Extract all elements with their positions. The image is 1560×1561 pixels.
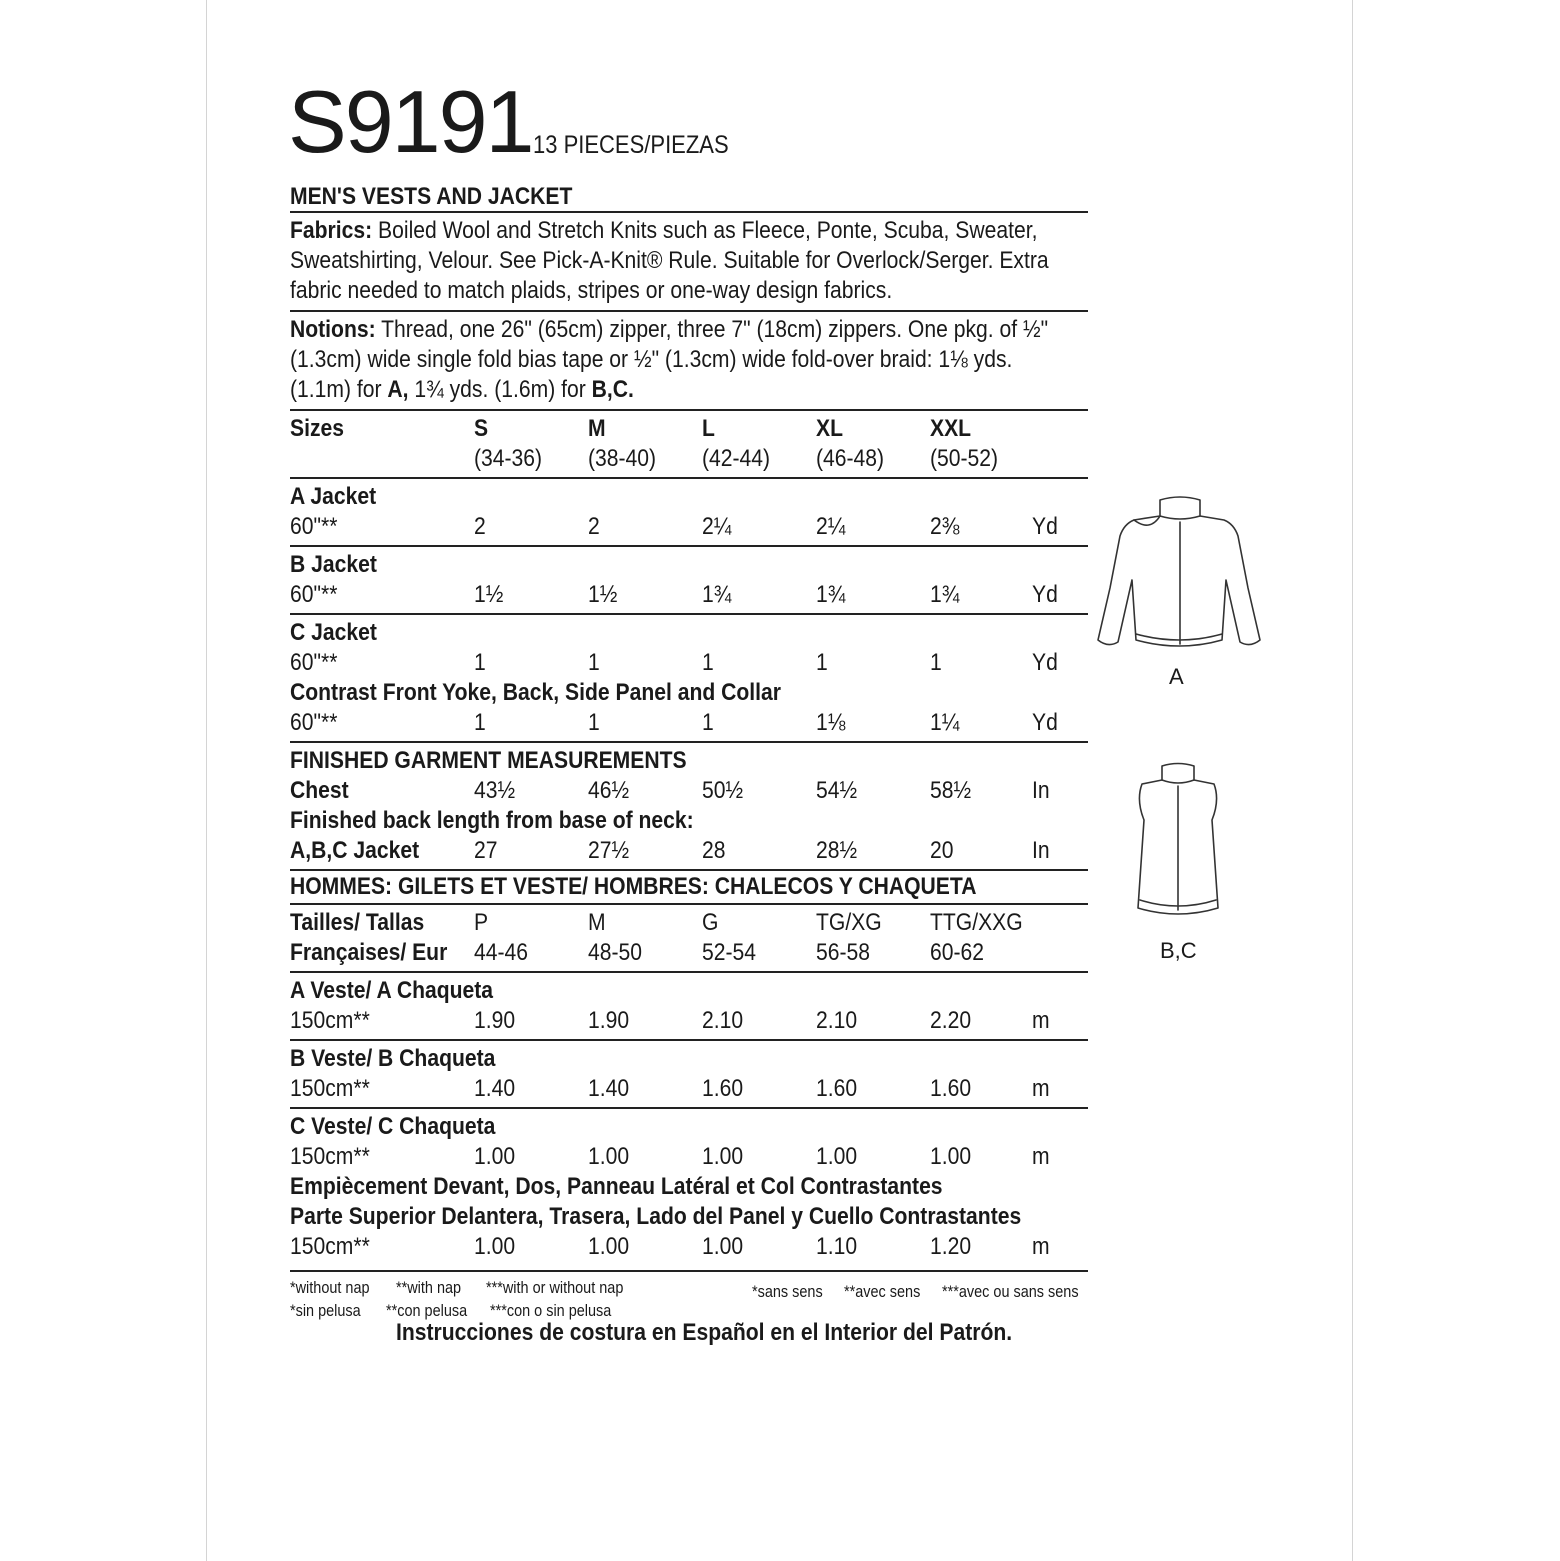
yardage-value: 1.00 bbox=[702, 1143, 744, 1170]
page-border-left bbox=[206, 0, 207, 1561]
yardage-unit: m bbox=[1032, 1075, 1050, 1102]
yardage-value: 1.40 bbox=[588, 1075, 630, 1102]
pattern-number: S9191 bbox=[288, 72, 533, 171]
yardage-value: 1.00 bbox=[474, 1233, 516, 1260]
view-bc-label: B,C bbox=[1160, 938, 1197, 963]
chest-row bbox=[290, 776, 1088, 806]
fabric-width: 60"** bbox=[290, 513, 338, 540]
measurement-value: 46½ bbox=[588, 777, 630, 804]
measurement-value: 28 bbox=[702, 837, 726, 864]
yardage-value: 1.00 bbox=[702, 1233, 744, 1260]
intl-ranges-label: Françaises/ Eur bbox=[290, 939, 448, 966]
notions-text-1: Thread, one 26" (65cm) zipper, three 7" (18cm) zippers. One pkg. of ½" bbox=[381, 316, 1049, 343]
yardage-value: 1.00 bbox=[588, 1233, 630, 1260]
size-range: 44-46 bbox=[474, 939, 529, 966]
yardage-value: 1 bbox=[474, 649, 486, 676]
view-name: C Jacket bbox=[290, 619, 377, 646]
yardage-value: 2.20 bbox=[930, 1007, 972, 1034]
yardage-value: 2¼ bbox=[816, 513, 846, 540]
footnote: *sin pelusa bbox=[290, 1301, 361, 1320]
fabric-width: 150cm** bbox=[290, 1233, 370, 1260]
intl-sizes-row bbox=[290, 908, 1088, 938]
yardage-value: 1 bbox=[588, 649, 600, 676]
notions-label: Notions: bbox=[290, 316, 376, 343]
size-name: L bbox=[702, 415, 715, 442]
yardage-value: 1½ bbox=[588, 581, 618, 608]
yardage-value: 1.60 bbox=[702, 1075, 744, 1102]
footnote: **avec sens bbox=[844, 1282, 921, 1301]
fabrics-section bbox=[290, 213, 1088, 312]
fabric-width: 150cm** bbox=[290, 1075, 370, 1102]
yardage-unit: Yd bbox=[1032, 513, 1058, 540]
yardage-row bbox=[290, 512, 1088, 542]
sizes-row bbox=[290, 414, 1088, 444]
size-range: 60-62 bbox=[930, 939, 985, 966]
yardage-value: 1.90 bbox=[588, 1007, 630, 1034]
footnote: ***avec ou sans sens bbox=[942, 1282, 1079, 1301]
pattern-title: MEN'S VESTS AND JACKET bbox=[290, 182, 1088, 213]
notions-section bbox=[290, 312, 1088, 411]
yardage-unit: Yd bbox=[1032, 649, 1058, 676]
size-name: TG/XG bbox=[816, 909, 882, 936]
fabric-width: 60"** bbox=[290, 709, 338, 736]
footnote: **con pelusa bbox=[386, 1301, 468, 1320]
footnote: ***with or without nap bbox=[486, 1278, 624, 1297]
contrast-name-es: Parte Superior Delantera, Trasera, Lado del Panel y Cuello Contrastantes bbox=[290, 1203, 1022, 1230]
footnote: *sans sens bbox=[752, 1282, 823, 1301]
measurement-value: 58½ bbox=[930, 777, 972, 804]
view-name: B Veste/ B Chaqueta bbox=[290, 1045, 496, 1072]
yardage-value: 1.10 bbox=[816, 1233, 858, 1260]
notions-text-2: (1.3cm) wide single fold bias tape or ½" (1.3cm) wide fold-over braid: 1⅛ yds. bbox=[290, 346, 1013, 373]
footnote: ***con o sin pelusa bbox=[490, 1301, 612, 1320]
measurement-value: 54½ bbox=[816, 777, 858, 804]
yardage-unit: m bbox=[1032, 1143, 1050, 1170]
view-name: B Jacket bbox=[290, 551, 377, 578]
finished-heading: FINISHED GARMENT MEASUREMENTS bbox=[290, 747, 687, 774]
size-name: S bbox=[474, 415, 489, 442]
yardage-row bbox=[290, 708, 1088, 738]
size-name: M bbox=[588, 909, 606, 936]
yardage-row bbox=[290, 1006, 1088, 1036]
yardage-value: 1.60 bbox=[930, 1075, 972, 1102]
size-name: P bbox=[474, 909, 489, 936]
yardage-c-veste bbox=[290, 1109, 1088, 1272]
jacket-a-sketch bbox=[1094, 492, 1266, 658]
yardage-value: 1¾ bbox=[930, 581, 960, 608]
yardage-value: 1.20 bbox=[930, 1233, 972, 1260]
size-range: (50-52) bbox=[930, 445, 999, 472]
yardage-value: 1.60 bbox=[816, 1075, 858, 1102]
measurement-value: 43½ bbox=[474, 777, 516, 804]
sizes-section bbox=[290, 411, 1088, 479]
yardage-value: 1.00 bbox=[930, 1143, 972, 1170]
intl-sizes-section bbox=[290, 905, 1088, 973]
yardage-value: 1¾ bbox=[702, 581, 732, 608]
view-name: A Jacket bbox=[290, 483, 377, 510]
yardage-b-jacket bbox=[290, 547, 1088, 615]
size-name: XXL bbox=[930, 415, 972, 442]
view-name: A Veste/ A Chaqueta bbox=[290, 977, 494, 1004]
yardage-value: 2 bbox=[474, 513, 486, 540]
size-range: 48-50 bbox=[588, 939, 643, 966]
yardage-c-jacket bbox=[290, 615, 1088, 743]
size-range: (46-48) bbox=[816, 445, 885, 472]
back-length-label: A,B,C Jacket bbox=[290, 837, 420, 864]
yardage-value: 2⅜ bbox=[930, 513, 960, 540]
yardage-row bbox=[290, 1074, 1088, 1104]
size-range: (42-44) bbox=[702, 445, 771, 472]
size-ranges-row bbox=[290, 444, 1088, 474]
measurement-unit: In bbox=[1032, 837, 1050, 864]
size-range: (38-40) bbox=[588, 445, 657, 472]
yardage-value: 2 bbox=[588, 513, 600, 540]
size-range: 56-58 bbox=[816, 939, 871, 966]
yardage-value: 1 bbox=[816, 649, 828, 676]
footnote: *without nap bbox=[290, 1278, 370, 1297]
size-name: G bbox=[702, 909, 719, 936]
measurement-value: 50½ bbox=[702, 777, 744, 804]
yardage-b-veste bbox=[290, 1041, 1088, 1109]
yardage-value: 1.40 bbox=[474, 1075, 516, 1102]
yardage-unit: Yd bbox=[1032, 581, 1058, 608]
chest-label: Chest bbox=[290, 777, 349, 804]
measurement-value: 27 bbox=[474, 837, 498, 864]
intl-sizes-label: Tailles/ Tallas bbox=[290, 909, 425, 936]
yardage-value: 1.00 bbox=[474, 1143, 516, 1170]
size-range: (34-36) bbox=[474, 445, 543, 472]
fabric-width: 150cm** bbox=[290, 1007, 370, 1034]
fabric-width: 150cm** bbox=[290, 1143, 370, 1170]
intl-ranges-row bbox=[290, 938, 1088, 968]
finished-measurements bbox=[290, 743, 1088, 871]
fabrics-text-1: Boiled Wool and Stretch Knits such as Fleece, Ponte, Scuba, Sweater, bbox=[378, 217, 1038, 244]
intl-title-section bbox=[290, 871, 1088, 905]
yardage-value: 1 bbox=[588, 709, 600, 736]
view-name: C Veste/ C Chaqueta bbox=[290, 1113, 496, 1140]
yardage-a-veste bbox=[290, 973, 1088, 1041]
yardage-value: 1⅛ bbox=[816, 709, 846, 736]
fabrics-text-3: fabric needed to match plaids, stripes or one-way design fabrics. bbox=[290, 277, 893, 304]
yardage-row bbox=[290, 648, 1088, 678]
size-name: M bbox=[588, 415, 606, 442]
yardage-value: 2¼ bbox=[702, 513, 732, 540]
yardage-value: 1 bbox=[474, 709, 486, 736]
page-border-right bbox=[1352, 0, 1353, 1561]
yardage-unit: m bbox=[1032, 1233, 1050, 1260]
yardage-value: 1 bbox=[930, 649, 942, 676]
yardage-value: 1¼ bbox=[930, 709, 960, 736]
fabrics-text-2: Sweatshirting, Velour. See Pick-A-Knit® Rule. Suitable for Overlock/Serger. Extra bbox=[290, 247, 1049, 274]
measurement-value: 28½ bbox=[816, 837, 858, 864]
yardage-unit: m bbox=[1032, 1007, 1050, 1034]
fabrics-label: Fabrics: bbox=[290, 217, 373, 244]
contrast-name-fr: Empiècement Devant, Dos, Panneau Latéral et Col Contrastantes bbox=[290, 1173, 943, 1200]
pattern-envelope-back bbox=[290, 182, 1088, 1334]
yardage-unit: Yd bbox=[1032, 709, 1058, 736]
yardage-value: 1½ bbox=[474, 581, 504, 608]
yardage-row bbox=[290, 1142, 1088, 1172]
yardage-value: 1 bbox=[702, 709, 714, 736]
yardage-value: 1 bbox=[702, 649, 714, 676]
yardage-row bbox=[290, 1232, 1088, 1262]
footnote: **with nap bbox=[396, 1278, 462, 1297]
sizes-label: Sizes bbox=[290, 415, 345, 442]
measurement-value: 27½ bbox=[588, 837, 630, 864]
view-a-label: A bbox=[1169, 664, 1184, 689]
yardage-value: 1.00 bbox=[588, 1143, 630, 1170]
vest-bc-sketch bbox=[1128, 760, 1228, 920]
piece-count: 13 PIECES/PIEZAS bbox=[533, 131, 729, 159]
measurement-unit: In bbox=[1032, 777, 1050, 804]
size-name: XL bbox=[816, 415, 843, 442]
yardage-value: 1.90 bbox=[474, 1007, 516, 1034]
yardage-row bbox=[290, 580, 1088, 610]
fabric-width: 60"** bbox=[290, 649, 338, 676]
measurement-value: 20 bbox=[930, 837, 954, 864]
yardage-value: 2.10 bbox=[816, 1007, 858, 1034]
back-length-heading: Finished back length from base of neck: bbox=[290, 807, 694, 834]
size-name: TTG/XXG bbox=[930, 909, 1023, 936]
fabric-width: 60"** bbox=[290, 581, 338, 608]
size-range: 52-54 bbox=[702, 939, 757, 966]
notions-text-3: (1.1m) for A, 1¾ yds. (1.6m) for B,C. bbox=[290, 376, 634, 403]
yardage-value: 2.10 bbox=[702, 1007, 744, 1034]
yardage-value: 1.00 bbox=[816, 1143, 858, 1170]
yardage-a-jacket bbox=[290, 479, 1088, 547]
intl-title: HOMMES: GILETS ET VESTE/ HOMBRES: CHALECOS Y CHAQUETA bbox=[290, 873, 977, 900]
spanish-instructions-note: Instrucciones de costura en Español en el Interior del Patrón. bbox=[396, 1319, 1013, 1346]
back-length-row bbox=[290, 836, 1088, 866]
yardage-value: 1¾ bbox=[816, 581, 846, 608]
contrast-name: Contrast Front Yoke, Back, Side Panel and Collar bbox=[290, 679, 781, 706]
